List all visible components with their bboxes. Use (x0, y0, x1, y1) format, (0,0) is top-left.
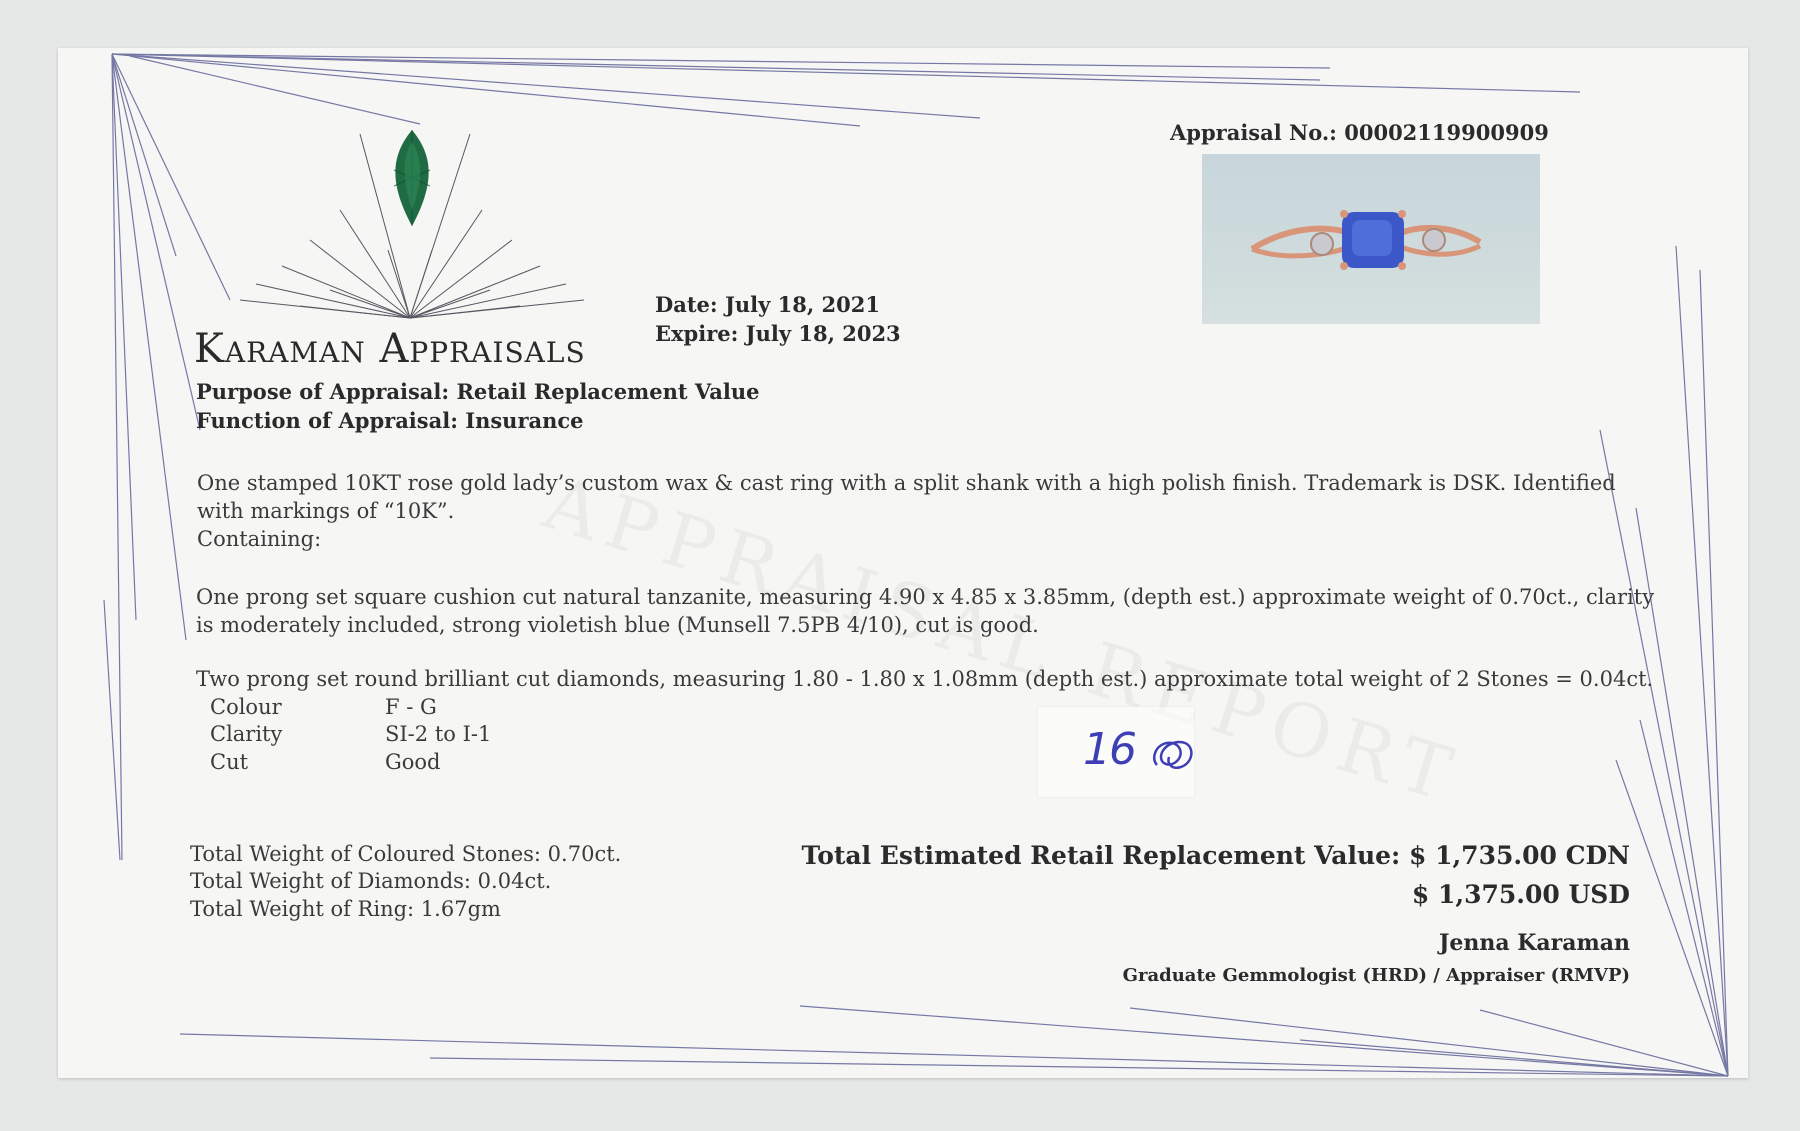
total-weight-coloured: Total Weight of Coloured Stones: 0.70ct. (190, 842, 622, 866)
appraisal-purpose: Purpose of Appraisal: Retail Replacement Value (196, 379, 760, 404)
signer-name: Jenna Karaman (1438, 930, 1630, 956)
appraisal-number: Appraisal No.: 00002119900909 (1170, 120, 1549, 145)
total-value-usd: $ 1,375.00 USD (1411, 880, 1630, 909)
handwritten-scribble-icon (1149, 729, 1199, 775)
handwritten-number: 16 (1083, 724, 1135, 775)
ring-description (197, 469, 1637, 553)
appraisal-function: Function of Appraisal: Insurance (196, 408, 584, 433)
ring-image-icon (1202, 154, 1540, 324)
containing-label: Containing: (197, 527, 322, 551)
signer-title: Graduate Gemmologist (HRD) / Appraiser (RMVP) (1122, 965, 1630, 986)
company-name: Karaman Appraisals (194, 326, 586, 372)
ring-photo (1202, 154, 1540, 324)
grade-value-clarity: SI-2 to I-1 (385, 722, 492, 746)
total-weight-diamonds: Total Weight of Diamonds: 0.04ct. (190, 869, 552, 893)
total-weight-ring: Total Weight of Ring: 1.67gm (190, 897, 501, 921)
marquise-gem-icon (386, 130, 438, 226)
handwritten-note (1083, 724, 1199, 775)
total-value-cdn: Total Estimated Retail Replacement Value: $ 1,735.00 CDN (801, 841, 1630, 870)
appraisal-date: Date: July 18, 2021 (655, 292, 880, 317)
diamonds-description: Two prong set round brilliant cut diamonds, measuring 1.80 - 1.80 x 1.08mm (depth est.) approximate total weight of 2 Stones = 0.04ct. (196, 667, 1654, 691)
grade-label-colour: Colour (210, 695, 282, 719)
ring-description-text: One stamped 10KT rose gold lady’s custom wax & cast ring with a split shank with a high polish finish. Trademark is DSK. Identified with markings of “10K”. (197, 471, 1616, 523)
appraisal-expire: Expire: July 18, 2023 (655, 321, 901, 346)
grade-label-clarity: Clarity (210, 722, 283, 746)
grade-label-cut: Cut (210, 750, 249, 774)
grade-value-cut: Good (385, 750, 441, 774)
grade-value-colour: F - G (385, 695, 437, 719)
tanzanite-description: One prong set square cushion cut natural tanzanite, measuring 4.90 x 4.85 x 3.85mm, (depth est.) approximate weight of 0.70ct., clarity is moderately included, strong violetish blue (Munsell 7.5PB 4/10), cut is good. (196, 585, 1655, 637)
